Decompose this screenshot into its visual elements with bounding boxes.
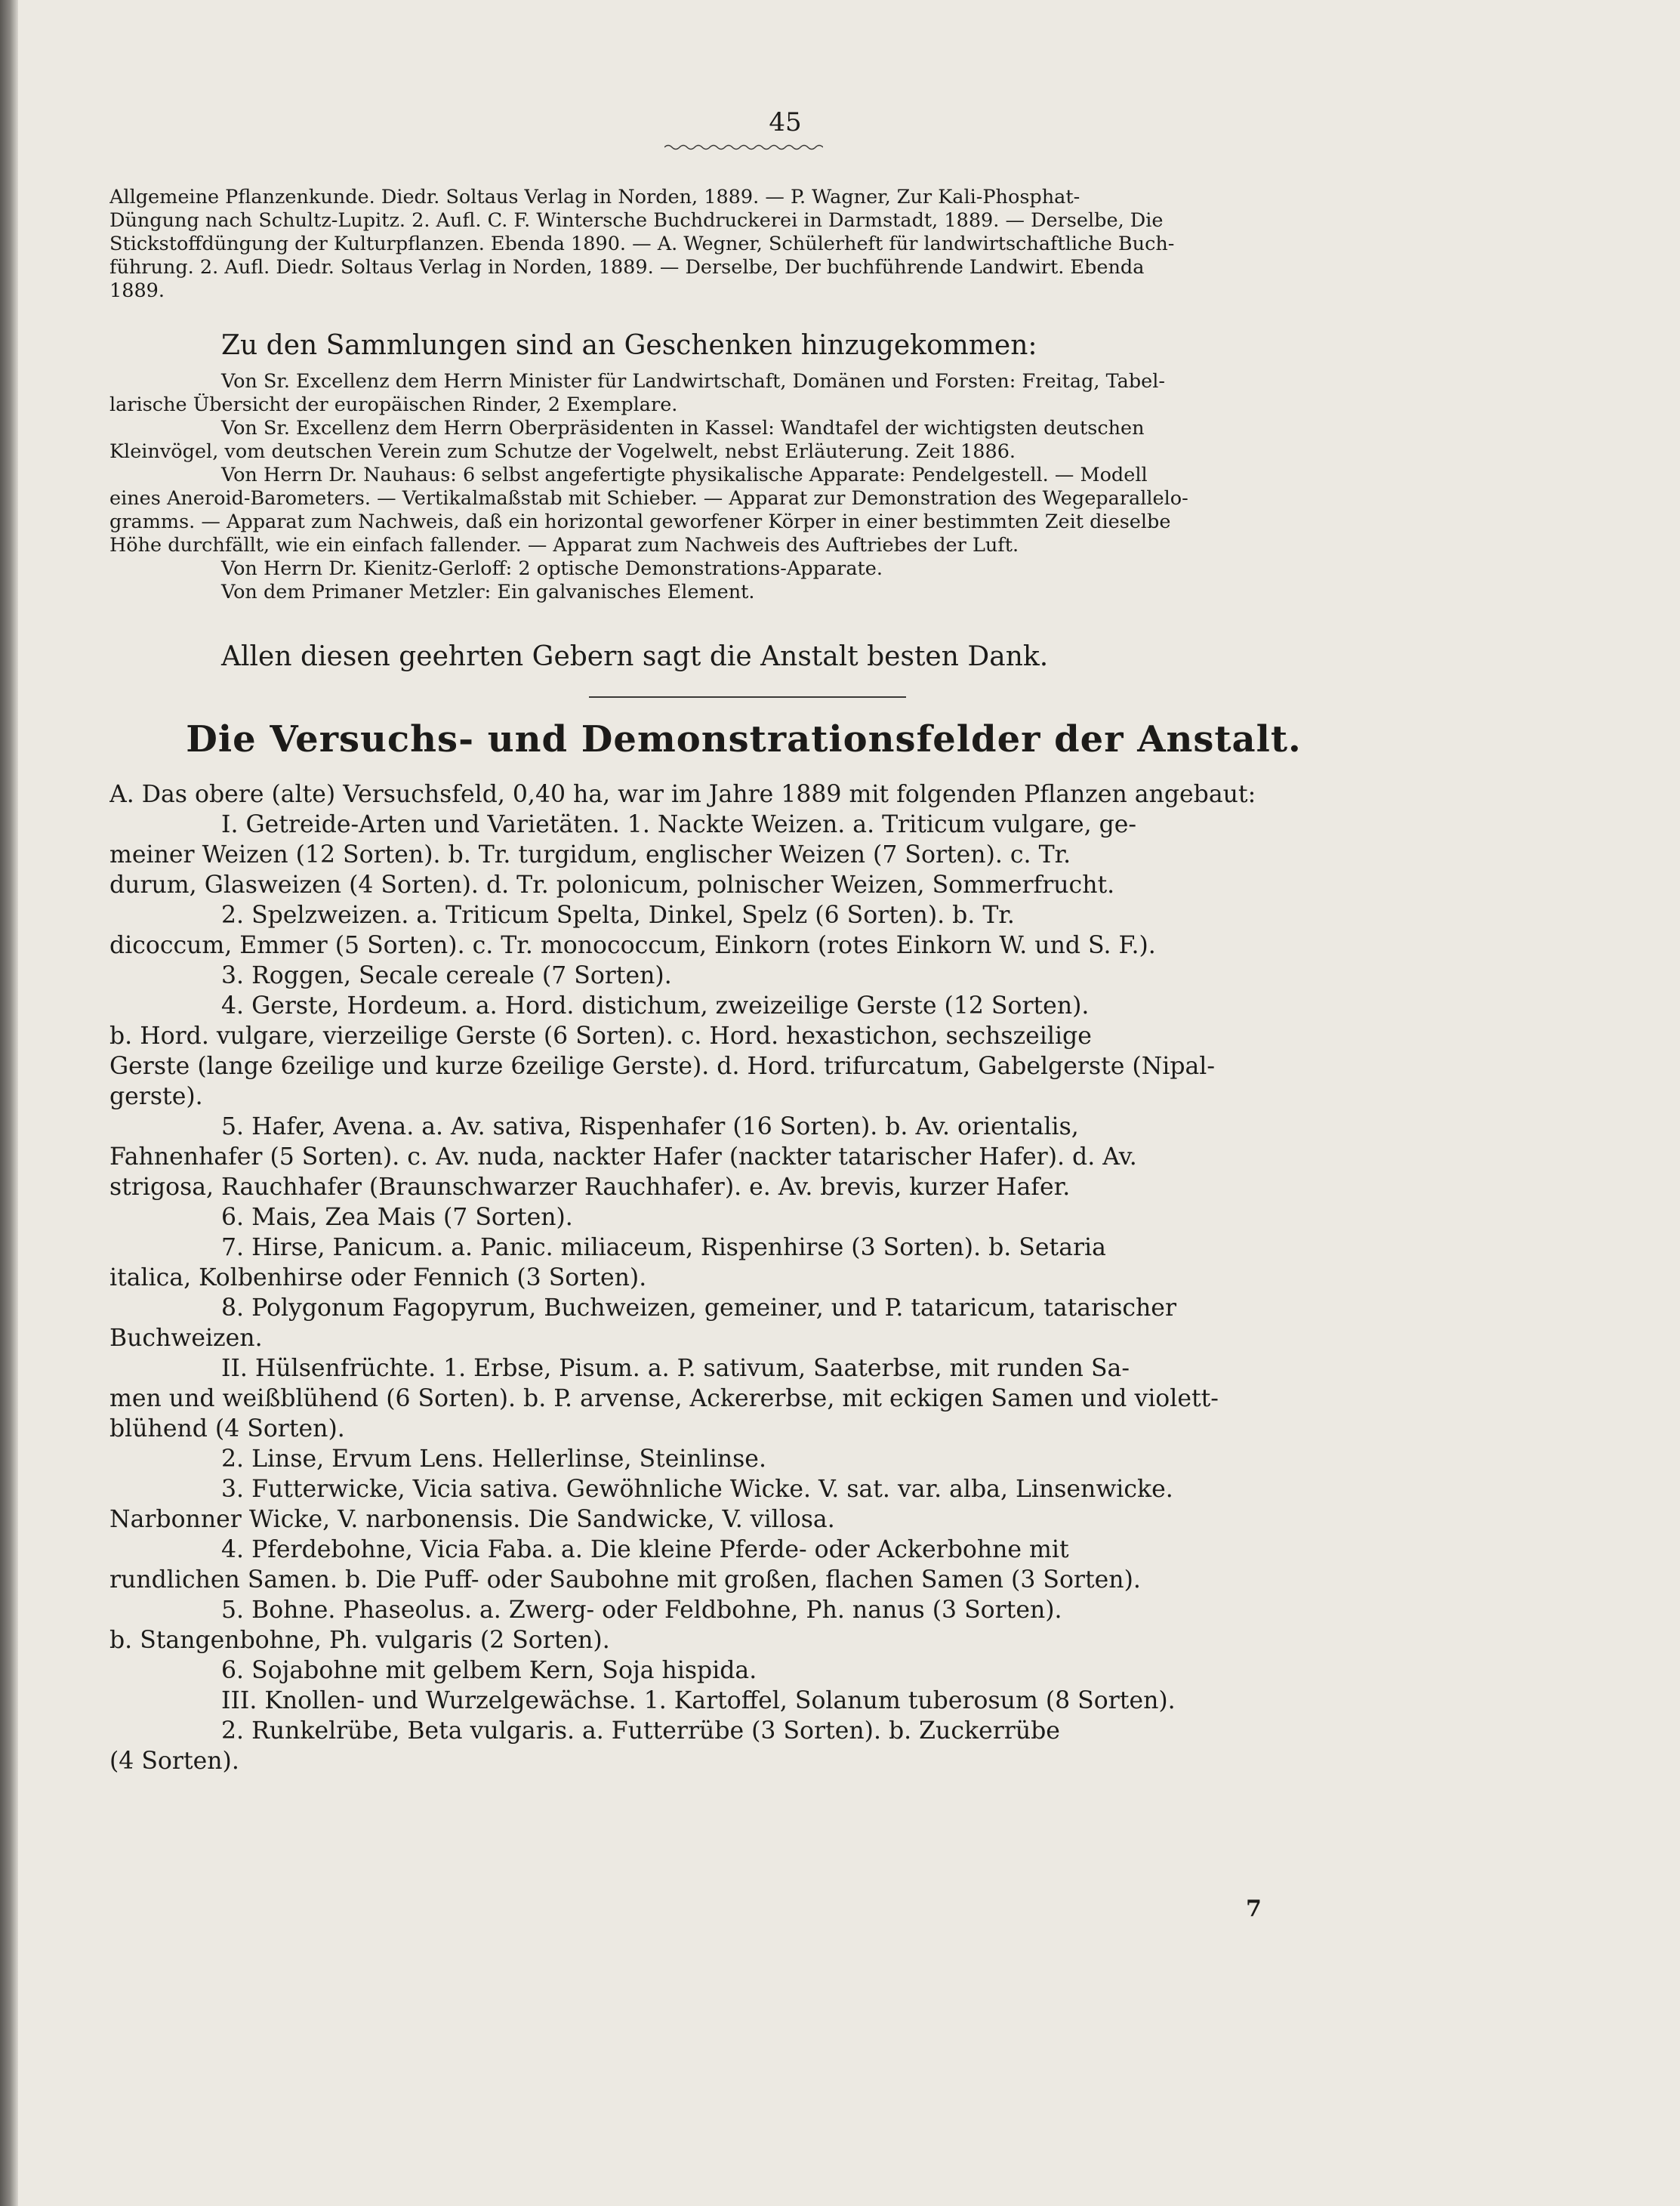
dank-section xyxy=(109,640,1378,674)
gift-line: eines Aneroid-Barometers. — Vertikalmaßstab mit Schieber. — Apparat zur Demonstration des Wegeparallelo- xyxy=(109,487,1188,510)
text-line: 6. Mais, Zea Mais (7 Sorten). xyxy=(221,1204,573,1231)
gift-line: Kleinvögel, vom deutschen Verein zum Schutze der Vogelwelt, nebst Erläuterung. Zeit 1886. xyxy=(109,440,1016,463)
gift-line: Von dem Primaner Metzler: Ein galvanisches Element. xyxy=(221,581,755,603)
text-line: (4 Sorten). xyxy=(109,1748,239,1775)
text-line: 3. Roggen, Secale cereale (7 Sorten). xyxy=(221,962,672,989)
text-line: rundlichen Samen. b. Die Puff- oder Saubohne mit großen, flachen Samen (3 Sorten). xyxy=(109,1566,1141,1594)
text-line: gerste). xyxy=(109,1083,203,1110)
gift-line: Von Sr. Excellenz dem Herrn Minister für Landwirtschaft, Domänen und Forsten: Freitag, Tabel- xyxy=(221,370,1166,393)
text-line: III. Knollen- und Wurzelgewächse. 1. Kartoffel, Solanum tuberosum (8 Sorten). xyxy=(221,1687,1176,1714)
decorative-tilde-rule xyxy=(664,143,823,151)
sammlungen-heading: Zu den Sammlungen sind an Geschenken hinzugekommen: xyxy=(221,330,1037,361)
gift-line: Von Sr. Excellenz dem Herrn Oberpräsidenten in Kassel: Wandtafel der wichtigsten deutschen xyxy=(221,417,1145,440)
gift-line: larische Übersicht der europäischen Rinder, 2 Exemplare. xyxy=(109,393,678,416)
gift-line: Von Herrn Dr. Nauhaus: 6 selbst angefertigte physikalische Apparate: Pendelgestell. — Modell xyxy=(221,464,1148,486)
sammlungen-section xyxy=(109,329,1378,363)
text-line: 5. Bohne. Phaseolus. a. Zwerg- oder Feldbohne, Ph. nanus (3 Sorten). xyxy=(221,1597,1062,1624)
text-line: italica, Kolbenhirse oder Fennich (3 Sorten). xyxy=(109,1264,647,1291)
text-line: 7. Hirse, Panicum. a. Panic. miliaceum, Rispenhirse (3 Sorten). b. Setaria xyxy=(221,1234,1106,1261)
text-line: 4. Pferdebohne, Vicia Faba. a. Die kleine Pferde- oder Ackerbohne mit xyxy=(221,1536,1069,1563)
text-line: A. Das obere (alte) Versuchsfeld, 0,40 ha, war im Jahre 1889 mit folgenden Pflanzen angebaut: xyxy=(109,781,1256,808)
text-line: Gerste (lange 6zeilige und kurze 6zeilige Gerste). d. Hord. trifurcatum, Gabelgerste (Nipal- xyxy=(109,1053,1215,1080)
text-line: 6. Sojabohne mit gelbem Kern, Soja hispida. xyxy=(221,1657,757,1684)
section-divider xyxy=(589,696,906,698)
text-line: 8. Polygonum Fagopyrum, Buchweizen, gemeiner, und P. tataricum, tatarischer xyxy=(221,1294,1176,1322)
text-line: 2. Linse, Ervum Lens. Hellerlinse, Steinlinse. xyxy=(221,1445,766,1473)
text-line: dicoccum, Emmer (5 Sorten). c. Tr. monococcum, Einkorn (rotes Einkorn W. und S. F.). xyxy=(109,932,1156,959)
text-line: Buchweizen. xyxy=(109,1325,263,1352)
reference-line: führung. 2. Aufl. Diedr. Soltaus Verlag in Norden, 1889. — Derselbe, Der buchführende Landwirt. Ebenda xyxy=(109,256,1145,279)
main-text xyxy=(109,779,1378,1776)
text-line: Narbonner Wicke, V. narbonensis. Die Sandwicke, V. villosa. xyxy=(109,1506,835,1533)
dank-line: Allen diesen geehrten Gebern sagt die Anstalt besten Dank. xyxy=(221,641,1049,672)
gift-line: Von Herrn Dr. Kienitz-Gerloff: 2 optische Demonstrations-Apparate. xyxy=(221,557,883,580)
text-line: strigosa, Rauchhafer (Braunschwarzer Rauchhafer). e. Av. brevis, kurzer Hafer. xyxy=(109,1174,1071,1201)
gift-line: gramms. — Apparat zum Nachweis, daß ein horizontal geworfener Körper in einer bestimmten Zeit dieselbe xyxy=(109,511,1171,533)
signature-mark: 7 xyxy=(1246,1896,1262,1922)
book-spine-shadow xyxy=(0,0,18,2206)
reference-line: Düngung nach Schultz-Lupitz. 2. Aufl. C. F. Wintersche Buchdruckerei in Darmstadt, 1889. — Derselbe, Die xyxy=(109,209,1164,232)
text-line: durum, Glasweizen (4 Sorten). d. Tr. polonicum, polnischer Weizen, Sommerfrucht. xyxy=(109,872,1115,899)
reference-line: Allgemeine Pflanzenkunde. Diedr. Soltaus Verlag in Norden, 1889. — P. Wagner, Zur Kali-Phosphat- xyxy=(109,186,1080,208)
text-line: I. Getreide-Arten und Varietäten. 1. Nackte Weizen. a. Triticum vulgare, ge- xyxy=(221,811,1137,838)
page-number: 45 xyxy=(769,107,802,137)
text-line: 3. Futterwicke, Vicia sativa. Gewöhnliche Wicke. V. sat. var. alba, Linsenwicke. xyxy=(221,1476,1173,1503)
references-block xyxy=(109,186,1378,303)
text-line: 2. Runkelrübe, Beta vulgaris. a. Futterrübe (3 Sorten). b. Zuckerrübe xyxy=(221,1717,1060,1745)
text-line: 4. Gerste, Hordeum. a. Hord. distichum, zweizeilige Gerste (12 Sorten). xyxy=(221,992,1090,1020)
text-line: meiner Weizen (12 Sorten). b. Tr. turgidum, englischer Weizen (7 Sorten). c. Tr. xyxy=(109,841,1071,869)
gifts-list xyxy=(109,370,1378,604)
section-title: Die Versuchs- und Demonstrationsfelder der Anstalt. xyxy=(186,718,1302,761)
text-line: II. Hülsenfrüchte. 1. Erbse, Pisum. a. P. sativum, Saaterbse, mit runden Sa- xyxy=(221,1355,1130,1382)
text-line: blühend (4 Sorten). xyxy=(109,1415,345,1442)
reference-line: Stickstoffdüngung der Kulturpflanzen. Ebenda 1890. — A. Wegner, Schülerheft für landwirtschaftliche Buch- xyxy=(109,233,1175,255)
text-line: 2. Spelzweizen. a. Triticum Spelta, Dinkel, Spelz (6 Sorten). b. Tr. xyxy=(221,902,1015,929)
text-line: 5. Hafer, Avena. a. Av. sativa, Rispenhafer (16 Sorten). b. Av. orientalis, xyxy=(221,1113,1079,1140)
text-line: b. Stangenbohne, Ph. vulgaris (2 Sorten). xyxy=(109,1627,610,1654)
text-line: b. Hord. vulgare, vierzeilige Gerste (6 Sorten). c. Hord. hexastichon, sechszeilige xyxy=(109,1023,1092,1050)
gift-line: Höhe durchfällt, wie ein einfach fallender. — Apparat zum Nachweis des Auftriebes der Luft. xyxy=(109,534,1019,557)
reference-line: 1889. xyxy=(109,279,165,302)
text-line: men und weißblühend (6 Sorten). b. P. arvense, Ackererbse, mit eckigen Samen und violett- xyxy=(109,1385,1219,1412)
text-line: Fahnenhafer (5 Sorten). c. Av. nuda, nackter Hafer (nackter tatarischer Hafer). d. Av. xyxy=(109,1143,1137,1171)
